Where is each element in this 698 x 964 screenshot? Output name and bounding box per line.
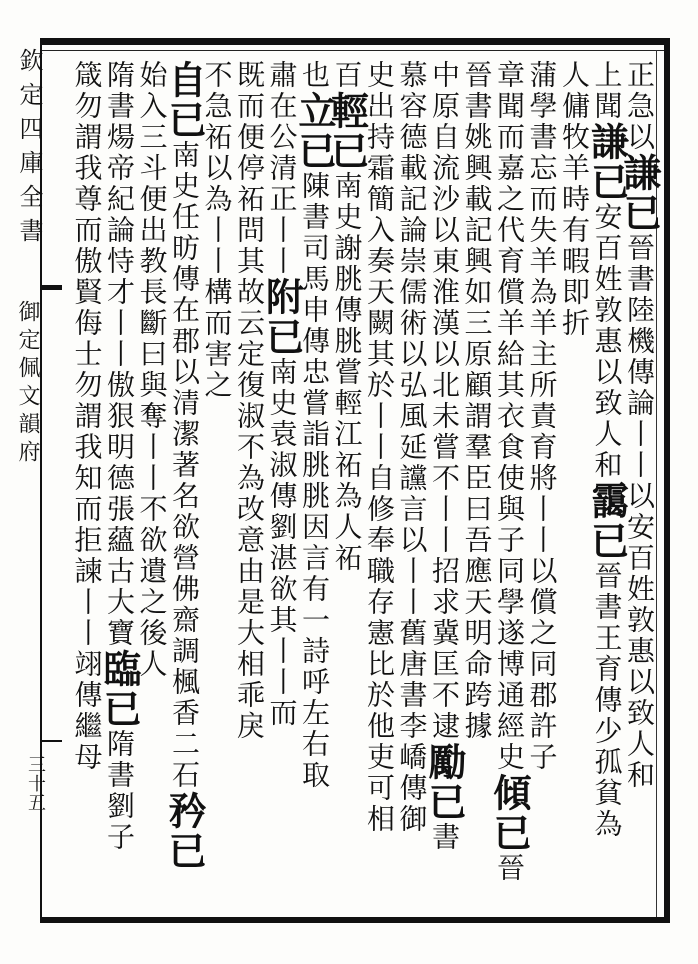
text-column bbox=[557, 60, 591, 339]
headword: 靄已 bbox=[584, 481, 630, 561]
headword: 矜已 bbox=[162, 791, 207, 871]
fold-mark-lower bbox=[42, 740, 62, 742]
column-text: 晉書王育傳少孤貧為 bbox=[590, 561, 624, 840]
column-text: 慕容德載記論崇儒術以弘風延讜言以丨丨舊唐書李嶠傳御 bbox=[395, 60, 429, 835]
headword: 已 bbox=[617, 193, 662, 233]
column-text: 安百姓敦惠以致人和 bbox=[590, 202, 624, 481]
column-text: 始入三斗便出教長斷曰與奪丨丨不欲遺之後人 bbox=[135, 60, 169, 680]
text-column bbox=[292, 60, 337, 791]
text-column bbox=[232, 60, 266, 742]
frame-right-rule bbox=[664, 38, 670, 923]
text-column bbox=[162, 60, 207, 871]
column-text: 南史任昉傳在郡以清潔著名欲營佛齋調楓香二石 bbox=[168, 140, 201, 791]
column-text: 不急祏以為丨丨構而害之 bbox=[200, 60, 234, 401]
column-text: 既而便停祏問其故云定復 bbox=[233, 60, 266, 401]
column-text: 南史謝朓傳朓嘗輕江祏為人祏 bbox=[330, 171, 364, 574]
column-text: 章聞而嘉之代育償羊給其衣食使與子同學遂博通經史 bbox=[493, 60, 526, 773]
headword: 附已 bbox=[259, 277, 305, 357]
headword: 謙 bbox=[617, 153, 662, 193]
column-text: 嘗詣朓朓因言有一詩呼左右取 bbox=[298, 388, 331, 791]
column-text: 百 bbox=[330, 60, 364, 91]
column-text: 人傭牧羊時有暇即折 bbox=[558, 60, 591, 339]
column-text: 正急以 bbox=[623, 60, 656, 153]
text-column bbox=[362, 60, 396, 835]
column-text: 史出持霜簡入奏天闕其於丨丨自修奉職存憲比於他吏可相 bbox=[363, 60, 396, 835]
frame-top-rule bbox=[40, 38, 670, 45]
headword: 謙已 bbox=[584, 122, 630, 202]
headword: 勵已 bbox=[422, 742, 467, 822]
column-text: 蒲學書忘而失羊為羊主所責育將丨丨以償之同郡許子 bbox=[525, 60, 559, 773]
column-text: 翊傳繼母 bbox=[70, 649, 104, 773]
text-column bbox=[422, 60, 467, 853]
column-text: 中原自流沙以東淮漢以北未嘗不丨丨招求冀匡不逮 bbox=[428, 60, 461, 742]
headword: 輕已 bbox=[324, 91, 370, 171]
column-text: 上聞 bbox=[590, 60, 624, 122]
frame-top-thin-rule bbox=[40, 50, 670, 51]
column-text: 箴勿謂我尊而傲賢侮士勿謂我知而拒諫丨丨 bbox=[70, 60, 104, 649]
column-text: 晉書姚興載記興如三原顧謂羣臣曰吾應天明命跨據 bbox=[460, 60, 494, 742]
column-text: 晉書陸機傳論丨丨以 bbox=[623, 233, 656, 512]
column-text: 隋書煬帝紀論恃才丨丨傲狠明德張蘊古大寶 bbox=[103, 60, 136, 649]
column-text: 南史袁淑傳劉湛欲其丨丨而 bbox=[265, 357, 299, 729]
column-text: 也 bbox=[298, 60, 331, 91]
margin-book-title: 御定佩文韻府 bbox=[15, 300, 40, 468]
column-text: 淑不為改意由是大相乖戾 bbox=[233, 401, 266, 742]
margin-folio: 三十五 bbox=[25, 755, 46, 812]
text-column bbox=[584, 60, 630, 840]
margin-series-title: 欽定四庫全書 bbox=[15, 48, 43, 252]
frame-bottom-rule bbox=[40, 917, 670, 923]
text-column bbox=[259, 60, 305, 729]
column-text: 肅在公清正丨丨 bbox=[265, 60, 299, 277]
text-column bbox=[97, 60, 142, 853]
column-text: 晉 bbox=[493, 853, 526, 884]
column-text: 陳書司馬申傳忠 bbox=[298, 171, 331, 388]
text-column bbox=[70, 60, 104, 773]
text-column bbox=[460, 60, 494, 742]
text-column bbox=[395, 60, 429, 835]
text-column bbox=[135, 60, 169, 680]
headword: 傾已 bbox=[487, 773, 532, 853]
headword: 自已 bbox=[162, 60, 207, 140]
text-column bbox=[487, 60, 532, 884]
headword: 立已 bbox=[292, 91, 337, 171]
text-column bbox=[525, 60, 559, 773]
fold-mark bbox=[42, 285, 62, 290]
column-text: 隋書劉子 bbox=[103, 729, 136, 853]
column-text: 書 bbox=[428, 822, 461, 853]
headword: 臨已 bbox=[97, 649, 142, 729]
column-text: 安百姓敦惠以致人和 bbox=[623, 512, 656, 791]
